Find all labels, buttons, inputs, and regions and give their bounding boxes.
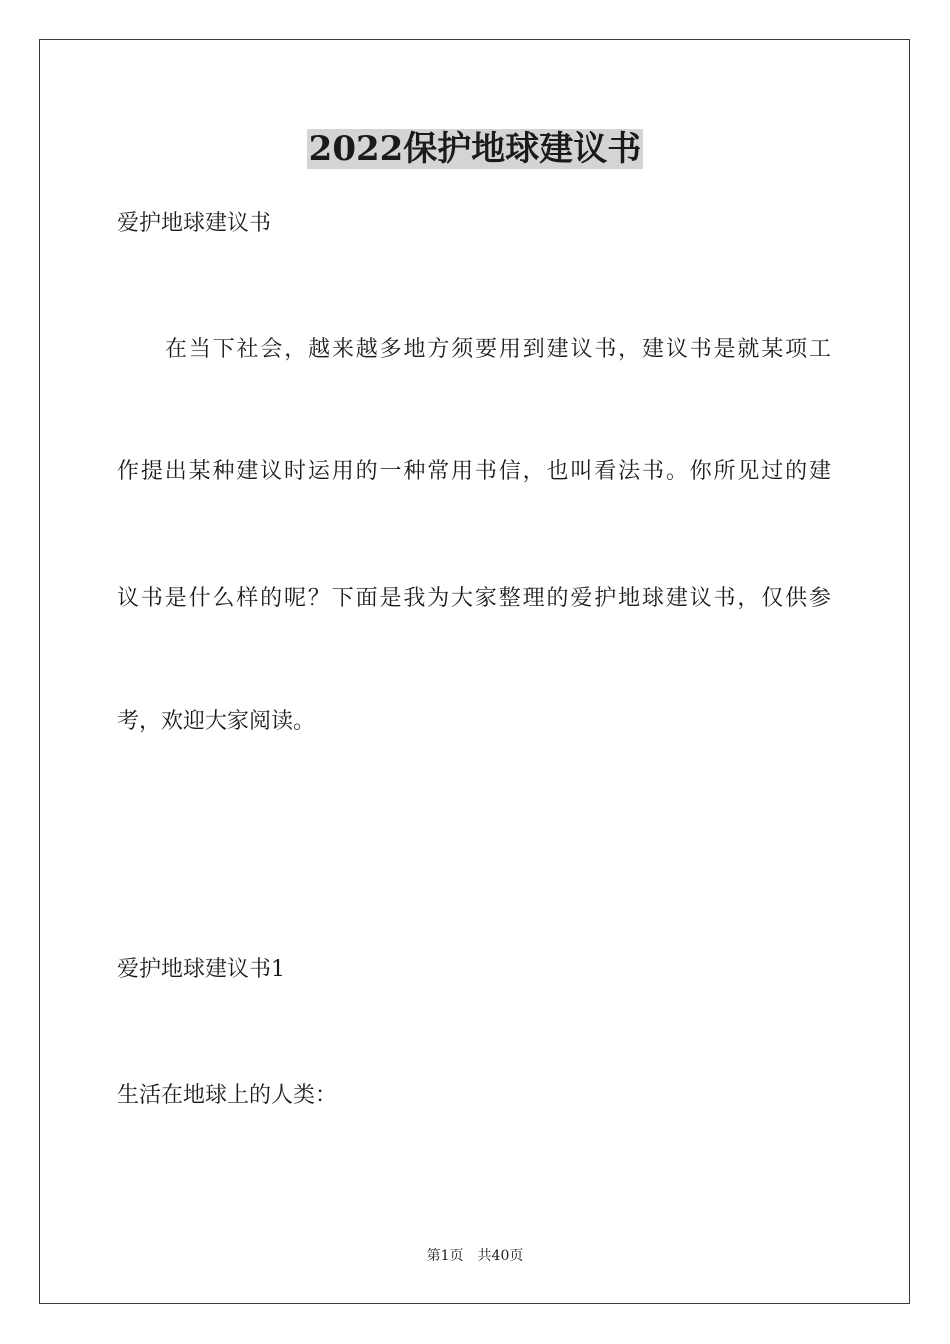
intro-line-1: 在当下社会，越来越多地方须要用到建议书，建议书是就某项工 [165, 337, 831, 362]
section-heading: 爱护地球建议书1 [117, 957, 285, 982]
page-number: 第1页 [426, 1248, 464, 1264]
page-total: 共40页 [477, 1248, 524, 1264]
intro-line-2: 作提出某种建议时运用的一种常用书信，也叫看法书。你所见过的建 [117, 459, 831, 484]
document-title [0, 127, 950, 171]
salutation: 生活在地球上的人类： [117, 1083, 338, 1108]
intro-line-3: 议书是什么样的呢？下面是我为大家整理的爱护地球建议书，仅供参 [117, 586, 831, 611]
page-footer [0, 1246, 950, 1266]
document-subtitle: 爱护地球建议书 [117, 211, 272, 236]
document-title-text: 2022保护地球建议书 [308, 129, 642, 169]
intro-line-4: 考，欢迎大家阅读。 [117, 709, 316, 734]
